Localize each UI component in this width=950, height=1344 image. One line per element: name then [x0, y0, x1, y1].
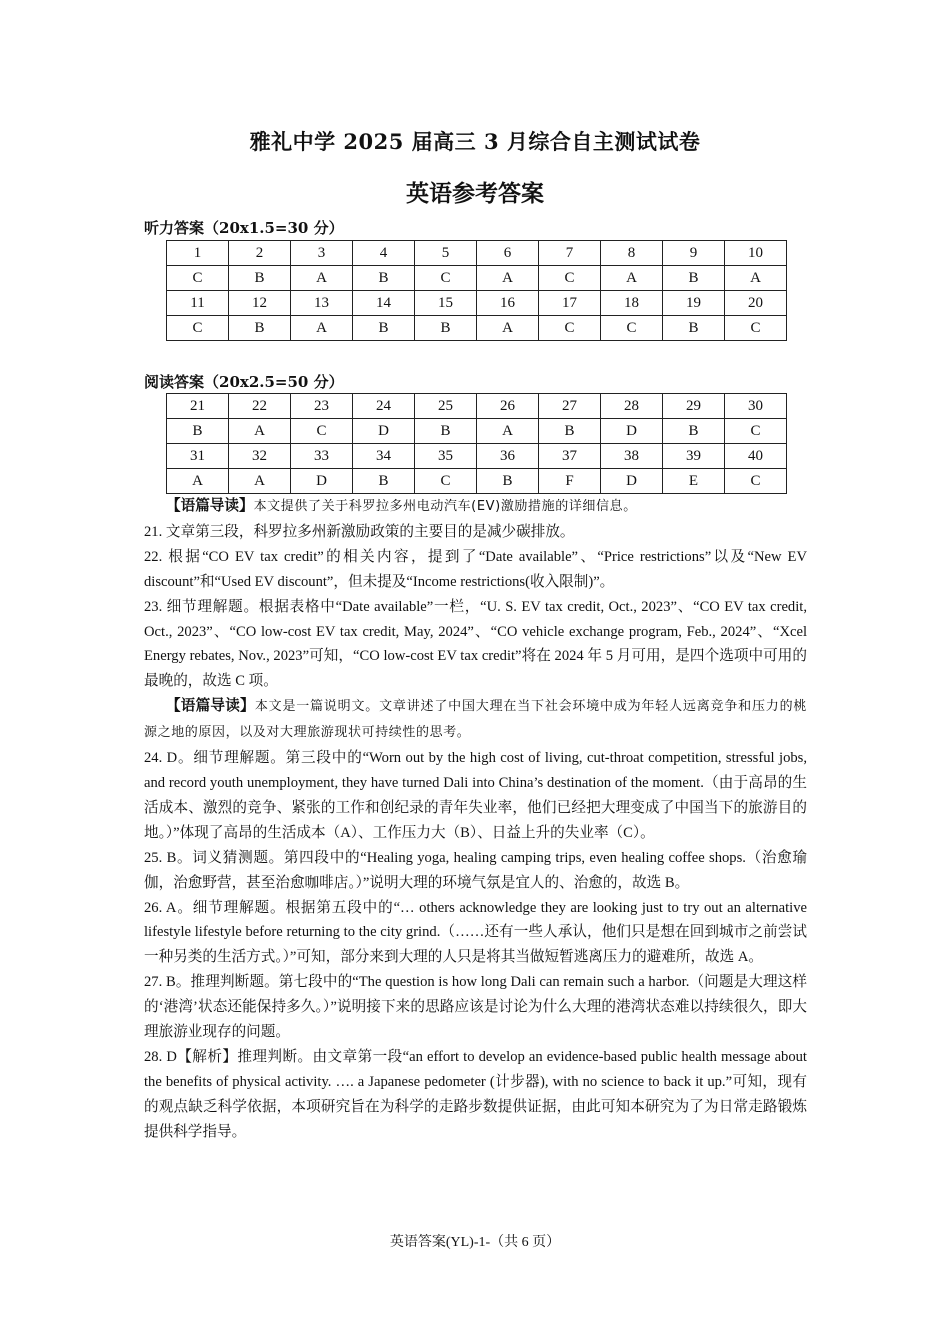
answer-cell: B [353, 469, 415, 494]
table-row [167, 444, 787, 469]
exam-title: 雅礼中学 2025 届高三 3 月综合自主测试试卷 [249, 129, 701, 154]
answer-cell: A [477, 266, 539, 291]
passage-guide-1 [144, 494, 807, 520]
question-number-cell: 2 [229, 241, 291, 266]
guide-label: 【语篇导读】 [166, 698, 255, 715]
answer-cell: A [601, 266, 663, 291]
question-number-cell: 6 [477, 241, 539, 266]
answer-cell: F [539, 469, 601, 494]
answer-cell: A [229, 419, 291, 444]
guide-label: 【语篇导读】 [166, 498, 254, 514]
explanation-24: 24. D。细节理解题。第三段中的“Worn out by the high cost of living, cut-throat competition, stressful jobs, and record youth unemployment, they have turned Dali into China’s destination of the moment.（由于高昂的生活成本、激烈的竞争、紧张的工作和创纪录的青年失业率，他们已经把大理变成了中国当下的旅游目的地。）”体现了高昂的生活成本（A）、工作压力大（B）、日益上升的失业率（C）。 [144, 750, 807, 841]
answer-cell: D [353, 419, 415, 444]
answer-cell: D [601, 469, 663, 494]
explanation-27: 27. B。推理判断题。第七段中的“The question is how long Dali can remain such a harbor.（问题是大理这样的‘港湾’状态还能保持多久。）”说明接下来的思路应该是讨论为什么大理的港湾状态难以持续很久，即大理旅游业现存的问题。 [144, 974, 807, 1041]
answer-cell: A [291, 316, 353, 341]
question-number-cell: 37 [539, 444, 601, 469]
question-number-cell: 1 [167, 241, 229, 266]
guide-text: 本文是一篇说明文。文章讲述了中国大理在当下社会环境中成为年轻人远离竞争和压力的桃源之地的原因，以及对大理旅游现状可持续性的思考。 [144, 699, 807, 741]
answer-cell: A [477, 419, 539, 444]
answer-cell: B [663, 266, 725, 291]
answer-cell: B [415, 316, 477, 341]
answer-key-title: 英语参考答案 [406, 180, 544, 207]
answer-cell: B [229, 266, 291, 291]
answer-cell: B [229, 316, 291, 341]
table-row [167, 316, 787, 341]
answer-cell: A [725, 266, 787, 291]
question-number-cell: 13 [291, 291, 353, 316]
question-number-cell: 17 [539, 291, 601, 316]
listening-section-label: 听力答案（20x1.5=30 分） [144, 219, 344, 237]
explanations [144, 494, 807, 1145]
answer-cell: B [353, 316, 415, 341]
table-row [167, 241, 787, 266]
question-number-cell: 36 [477, 444, 539, 469]
page-footer: 英语答案(YL)-1-（共 6 页） [389, 1235, 561, 1250]
answer-cell: A [167, 469, 229, 494]
answer-cell: D [291, 469, 353, 494]
answer-cell: A [229, 469, 291, 494]
question-number-cell: 20 [725, 291, 787, 316]
answer-cell: C [725, 419, 787, 444]
reading-section-label: 阅读答案（20x2.5=50 分） [144, 373, 344, 391]
answer-cell: B [663, 316, 725, 341]
answer-cell: B [353, 266, 415, 291]
answer-cell: A [291, 266, 353, 291]
question-number-cell: 35 [415, 444, 477, 469]
question-number-cell: 14 [353, 291, 415, 316]
answer-cell: D [601, 419, 663, 444]
explanation-26: 26. A。细节理解题。根据第五段中的“… others acknowledge they are looking just to try out an alternative lifestyle lifestyle before returning to the city grind.（……还有一些人承认，他们只是想在回到城市之前尝试一种另类的生活方式。）”可知，部分来到大理的人只是将其当做短暂逃离压力的避难所，故选 A。 [144, 899, 807, 966]
explanation-21: 21. 文章第三段，科罗拉多州新激励政策的主要目的是减少碳排放。 [144, 523, 575, 540]
question-number-cell: 24 [353, 394, 415, 419]
answer-cell: E [663, 469, 725, 494]
answer-cell: C [415, 266, 477, 291]
answer-cell: B [477, 469, 539, 494]
answer-cell: C [539, 266, 601, 291]
question-number-cell: 4 [353, 241, 415, 266]
question-number-cell: 34 [353, 444, 415, 469]
question-number-cell: 7 [539, 241, 601, 266]
question-number-cell: 23 [291, 394, 353, 419]
explanation-28: 28. D【解析】推理判断。由文章第一段“an effort to develop an evidence-based public health message about the benefits of physical activity. …. a Japanese pedometer (计步器), with no science to back it up.”可知，现有的观点缺乏科学依据，本项研究旨在为科学的走路步数提供证据，由此可知本研究为了为日常走路锻炼提供科学指导。 [144, 1048, 807, 1140]
question-number-cell: 40 [725, 444, 787, 469]
question-number-cell: 3 [291, 241, 353, 266]
listening-answer-table [166, 240, 787, 341]
explanation-25: 25. B。词义猜测题。第四段中的“Healing yoga, healing camping trips, even healing coffee shops.（治愈瑜伽，治愈野营，甚至治愈咖啡店。）”说明大理的环境气氛是宜人的、治愈的，故选 B。 [144, 849, 807, 891]
question-number-cell: 25 [415, 394, 477, 419]
table-row [167, 469, 787, 494]
table-row [167, 291, 787, 316]
explanation-23: 23. 细节理解题。根据表格中“Date available”一栏，“U. S. EV tax credit, Oct., 2023”、“CO EV tax credit, Oct., 2023”、“CO low-cost EV tax credit, May, 2024”、“CO vehicle exchange program, Feb., 2024”、“Xcel Energy rebates, Nov., 2023”可知，“CO low-cost EV tax credit”将在 2024 年 5 月可用，是四个选项中可用的最晚的，故选 C 项。 [144, 598, 807, 690]
question-number-cell: 8 [601, 241, 663, 266]
answer-cell: B [663, 419, 725, 444]
explanation-22: 22. 根据“CO EV tax credit”的相关内容，提到了“Date available”、“Price restrictions”以及“New EV discount”和“Used EV discount”，但未提及“Income restrictions(收入限制)”。 [144, 548, 807, 590]
question-number-cell: 18 [601, 291, 663, 316]
question-number-cell: 10 [725, 241, 787, 266]
table-row [167, 266, 787, 291]
answer-cell: C [539, 316, 601, 341]
answer-cell: B [539, 419, 601, 444]
answer-cell: C [167, 316, 229, 341]
question-number-cell: 39 [663, 444, 725, 469]
question-number-cell: 29 [663, 394, 725, 419]
table-row [167, 394, 787, 419]
question-number-cell: 11 [167, 291, 229, 316]
question-number-cell: 33 [291, 444, 353, 469]
answer-cell: C [725, 316, 787, 341]
answer-cell: C [415, 469, 477, 494]
answer-cell: A [477, 316, 539, 341]
answer-cell: C [167, 266, 229, 291]
question-number-cell: 38 [601, 444, 663, 469]
table-row [167, 419, 787, 444]
question-number-cell: 19 [663, 291, 725, 316]
question-number-cell: 5 [415, 241, 477, 266]
passage-guide-2 [144, 694, 807, 746]
question-number-cell: 9 [663, 241, 725, 266]
question-number-cell: 12 [229, 291, 291, 316]
question-number-cell: 16 [477, 291, 539, 316]
answer-cell: C [601, 316, 663, 341]
question-number-cell: 21 [167, 394, 229, 419]
question-number-cell: 32 [229, 444, 291, 469]
question-number-cell: 27 [539, 394, 601, 419]
question-number-cell: 15 [415, 291, 477, 316]
answer-cell: B [415, 419, 477, 444]
question-number-cell: 30 [725, 394, 787, 419]
answer-cell: C [291, 419, 353, 444]
question-number-cell: 31 [167, 444, 229, 469]
answer-cell: B [167, 419, 229, 444]
question-number-cell: 22 [229, 394, 291, 419]
guide-text: 本文提供了关于科罗拉多州电动汽车(EV)激励措施的详细信息。 [253, 499, 637, 514]
question-number-cell: 28 [601, 394, 663, 419]
answer-cell: C [725, 469, 787, 494]
question-number-cell: 26 [477, 394, 539, 419]
reading-answer-table [166, 393, 787, 494]
